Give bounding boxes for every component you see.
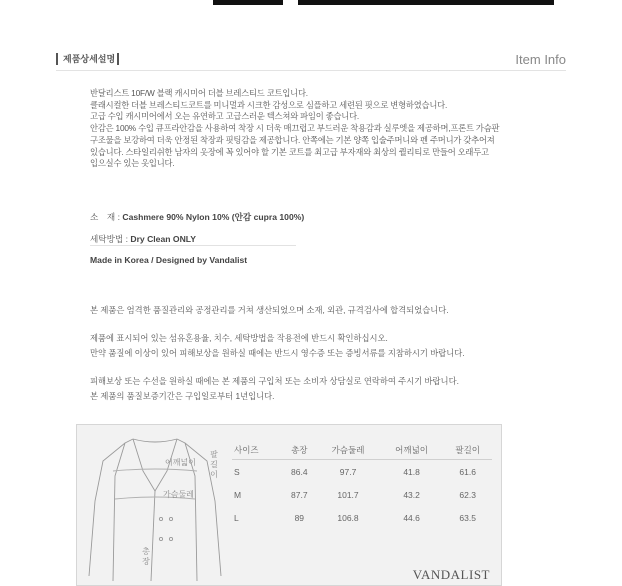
material-spec (90, 211, 304, 223)
product-description (90, 88, 530, 170)
cell: 87.7 (291, 489, 308, 500)
description-line: 클래시컬한 더블 브레스티드코트를 미니멀과 시크한 감성으로 심플하고 세련된 핏으로 변형하였습니다. (90, 99, 448, 110)
sleeve-label: 팔길이 (210, 450, 218, 479)
cell: 89 (294, 512, 305, 523)
cell: 106.8 (337, 512, 359, 523)
table-row (232, 506, 492, 529)
section-title-ko: 제품상세설명 (63, 54, 116, 64)
cell: 44.6 (403, 512, 420, 523)
cell: L (234, 512, 239, 523)
table-row (232, 483, 492, 506)
notice-line: 만약 품질에 이상이 있어 피해보상을 원하실 때에는 반드시 영수증 또는 증빙서류를 지참하시기 바랍니다. (90, 347, 465, 358)
top-image-strip-left (213, 0, 283, 5)
section-divider (56, 70, 566, 71)
wash-label: 세탁방법 : (90, 234, 128, 244)
header-size: 사이즈 (232, 441, 282, 460)
cell: S (234, 466, 240, 477)
size-table (232, 441, 492, 529)
description-line: 구조물을 보강하여 더욱 안정된 착장과 핏팅감을 제공합니다. 안쪽에는 기본 양쪽 입술주머니와 펜 주머니가 갖추어져 (90, 134, 495, 145)
wash-spec (90, 233, 196, 245)
header-sleeve: 팔길이 (443, 441, 492, 460)
size-table-header (232, 441, 492, 460)
cell: 61.6 (459, 466, 476, 477)
header-length: 총장 (282, 441, 316, 460)
length-label: 총장 (142, 547, 150, 566)
cell: 101.7 (337, 489, 359, 500)
description-line: 반달리스트 10F/W 블랙 캐시미어 더블 브레스티드 코트입니다. (90, 88, 308, 98)
coat-diagram-icon (85, 431, 225, 581)
cell: 43.2 (403, 489, 420, 500)
cell: 41.8 (403, 466, 420, 477)
description-line: 입으실수 있는 옷입니다. (90, 158, 175, 169)
material-value: Cashmere 90% Nylon 10% (안감 cupra 100%) (122, 212, 305, 222)
description-line: 있습니다. 스타일리쉬한 남자의 옷장에 꼭 있어야 할 기본 코트를 최고급 부자재와 최상의 퀄리티로 만들어 오래두고 (90, 146, 489, 157)
warranty-notice (90, 374, 459, 403)
spec-divider (90, 245, 296, 246)
size-guide (76, 424, 502, 586)
description-line: 고급 수입 캐시미어에서 오는 유연하고 고급스러운 텍스쳐와 파임이 좋습니다. (90, 111, 360, 122)
made-in: Made in Korea / Designed by Vandalist (90, 255, 248, 265)
notice-line: 제품에 표시되어 있는 섬유혼용율, 치수, 세탁방법을 작용전에 반드시 확인하십시오. (90, 333, 388, 343)
brand-logo: VANDALIST (412, 567, 490, 582)
notice-line: 본 제품은 엄격한 품질관리와 공정관리를 거쳐 생산되었으며 소재, 외관, 규격검사에 합격되었습니다. (90, 305, 449, 315)
section-header (56, 52, 566, 68)
notice-line: 피해보상 또는 수선을 원하실 때에는 본 제품의 구입처 또는 소비자 상담실로 연락하여 주시기 바랍니다. (90, 376, 459, 386)
header-chest: 가슴둘레 (316, 441, 380, 460)
header-shoulder: 어깨넓이 (380, 441, 444, 460)
check-notice (90, 331, 465, 360)
section-title-en: Item Info (515, 52, 566, 67)
cell: 86.4 (291, 466, 308, 477)
material-label: 소 재 : (90, 212, 120, 222)
cell: M (234, 489, 242, 500)
top-image-strip-right (298, 0, 554, 5)
notice-line: 본 제품의 품질보증기간은 구입일로부터 1년입니다. (90, 390, 275, 401)
description-line: 안감은 100% 수입 큐프라안감을 사용하여 착장 시 더욱 매끄럽고 부드러운 착용감과 실루엣을 제공하며,프론트 가슴판 (90, 123, 500, 134)
shoulder-label: 어깨넓이 (165, 458, 196, 467)
cell: 97.7 (339, 466, 357, 477)
chest-label: 가슴둘레 (163, 490, 194, 499)
cell: 63.5 (459, 512, 476, 523)
wash-value: Dry Clean ONLY (130, 234, 196, 244)
table-row (232, 460, 492, 484)
header-bar-left (56, 53, 58, 65)
cell: 62.3 (459, 489, 476, 500)
quality-notice (90, 303, 449, 318)
header-bar-right (117, 53, 119, 65)
